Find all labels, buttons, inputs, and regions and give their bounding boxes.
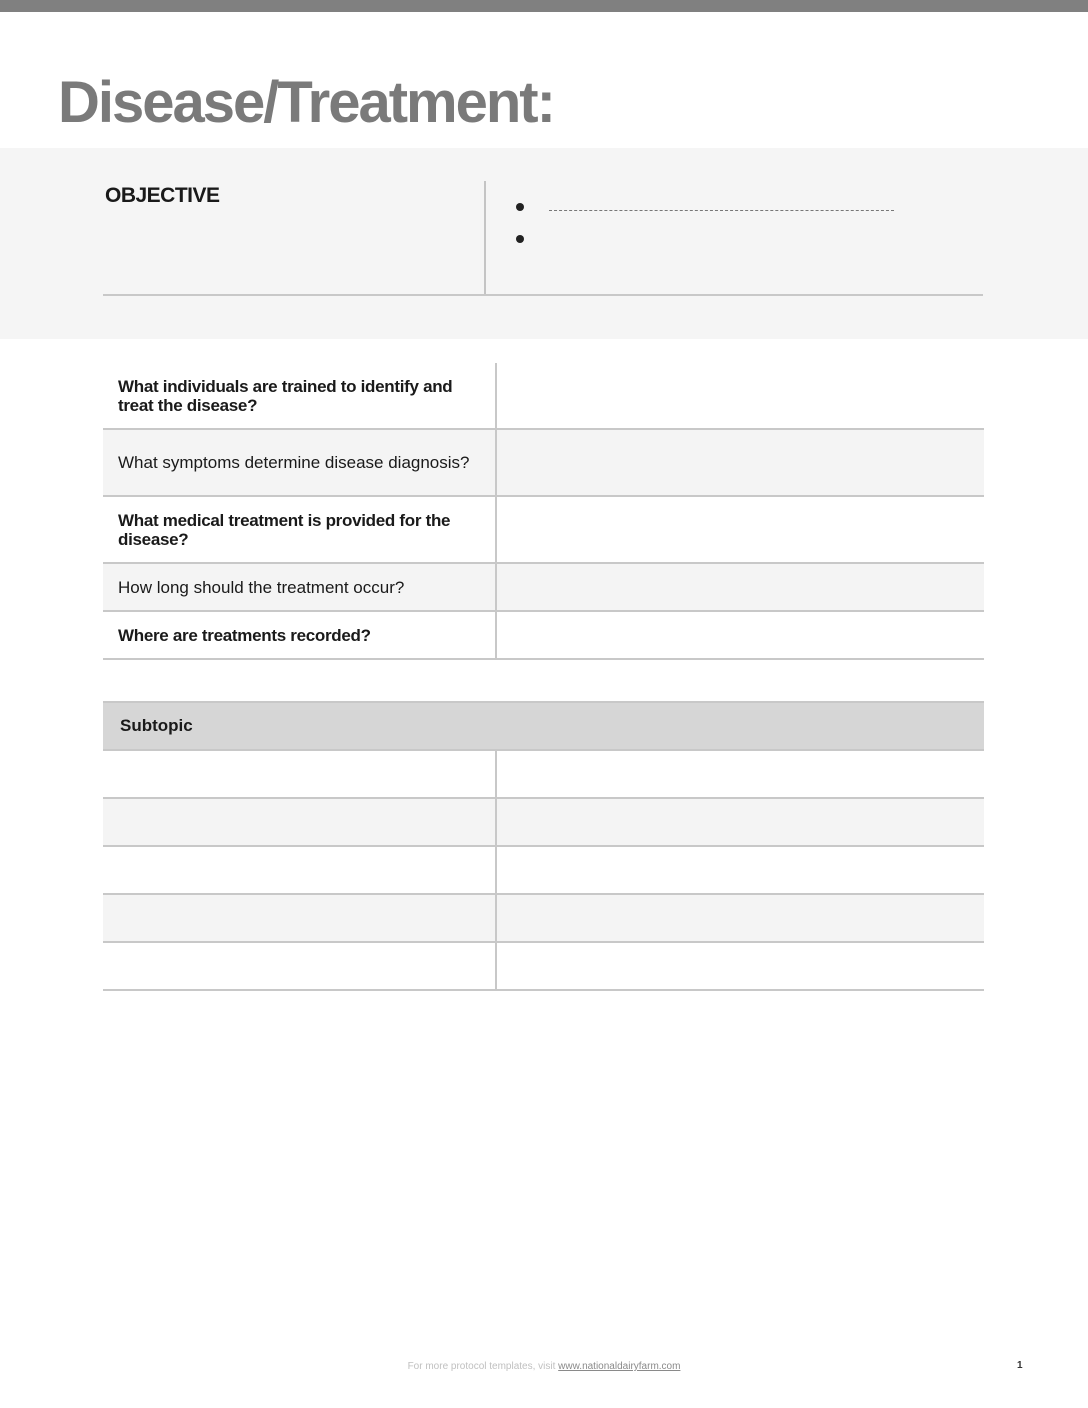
- subtopic-cell[interactable]: [497, 895, 984, 941]
- table-row: [103, 564, 984, 612]
- answer-cell[interactable]: [497, 497, 984, 562]
- objective-label: OBJECTIVE: [105, 184, 220, 207]
- table-row: [103, 847, 984, 895]
- bullet-icon: [516, 235, 524, 243]
- subtopic-cell[interactable]: [103, 943, 497, 989]
- subtopic-cell[interactable]: [103, 895, 497, 941]
- objective-fill-in-line[interactable]: [549, 210, 894, 211]
- question-cell: What medical treatment is provided for the disease?: [103, 497, 497, 562]
- answer-cell[interactable]: [497, 430, 984, 495]
- question-cell: Where are treatments recorded?: [103, 612, 497, 658]
- subtopic-table: [103, 701, 984, 991]
- footer-text: For more protocol templates, visit: [407, 1361, 559, 1372]
- table-row: [103, 799, 984, 847]
- footer-link[interactable]: www.nationaldairyfarm.com: [558, 1361, 681, 1372]
- answer-cell[interactable]: [497, 363, 984, 428]
- subtopic-cell[interactable]: [497, 847, 984, 893]
- objective-band: [0, 148, 1088, 339]
- answer-cell[interactable]: [497, 612, 984, 658]
- subtopic-header: Subtopic: [103, 701, 984, 751]
- answer-cell[interactable]: [497, 564, 984, 610]
- question-cell: What individuals are trained to identify and treat the disease?: [103, 363, 497, 428]
- question-cell: What symptoms determine disease diagnosis?: [103, 430, 497, 495]
- subtopic-cell[interactable]: [497, 799, 984, 845]
- subtopic-cell[interactable]: [497, 943, 984, 989]
- questions-table: [103, 363, 984, 660]
- table-row: [103, 430, 984, 497]
- footer: [0, 1361, 1088, 1372]
- table-row: [103, 751, 984, 799]
- table-row: [103, 943, 984, 991]
- subtopic-cell[interactable]: [497, 751, 984, 797]
- subtopic-cell[interactable]: [103, 751, 497, 797]
- question-cell: How long should the treatment occur?: [103, 564, 497, 610]
- subtopic-cell[interactable]: [103, 799, 497, 845]
- page-title: Disease/Treatment:: [58, 70, 554, 135]
- page-number: 1: [1017, 1360, 1023, 1371]
- table-row: [103, 612, 984, 660]
- subtopic-cell[interactable]: [103, 847, 497, 893]
- table-row: [103, 497, 984, 564]
- objective-divider: [484, 181, 486, 294]
- objective-underline: [103, 294, 983, 296]
- top-bar: [0, 0, 1088, 12]
- table-row: [103, 363, 984, 430]
- table-row: [103, 895, 984, 943]
- bullet-icon: [516, 203, 524, 211]
